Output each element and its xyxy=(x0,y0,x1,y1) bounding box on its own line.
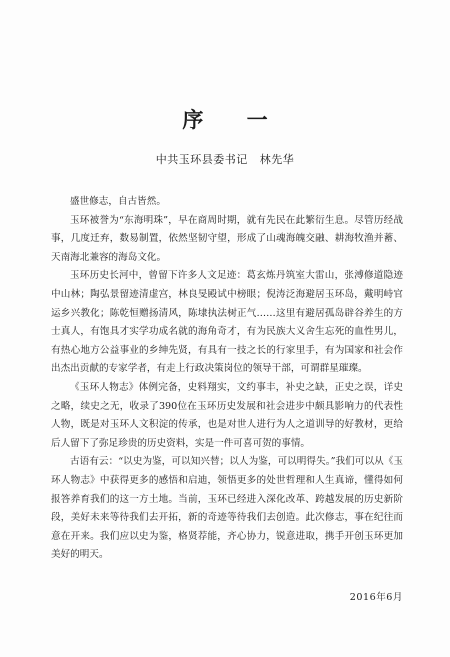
paragraph-book: 《玉环人物志》体例完备，史料翔实，文约事丰，补史之缺，正史之误，详史之略，续史之无，收录了390位在玉环历史发展和社会进步中颇具影响力的代表性人物，既是对玉环人文积淀的传承，也是对世人进行为人之道训导的好教材，更给后人留下了弥足珍贵的历史资料，实是一件可喜可贺的事情。 xyxy=(51,381,403,449)
author-position: 中共玉环县委书记 xyxy=(155,153,248,166)
author-line xyxy=(0,152,450,168)
paragraph-history: 玉环历史长河中，曾留下许多人文足迹：葛玄炼丹筑室大雷山，张溥修道隐迹中山林；陶弘景留迹清虚宫，林良旻殿试中榜眼；倪涛泛海避居玉环岛，戴明峙官运乡兴教化；陈乾恒赠扬清风，陈埭执法树正气……这里有避居孤岛辟谷养生的方士真人，有饱具才实学功成名就的海角奇才，有为民族大义舍生忘死的血性男儿，有热心地方公益事业的乡绅先贤，有具有一技之长的行家里手，有为国家和社会作出杰出贡献的专家学者，有走上行政决策岗位的领导干部，可谓群星璀璨。 xyxy=(51,270,403,375)
body-text xyxy=(51,193,403,565)
paragraph-closing: 古语有云：“以史为鉴，可以知兴替；以人为鉴，可以明得失。”我们可以从《玉环人物志》中获得更多的感悟和启迪，领悟更多的处世哲理和人生真谛，懂得如何报答养育我们的这一方土地。当前，玉环已经进入深化改革、跨越发展的历史新阶段，美好未来等待我们去开拓，新的奇迹等待我们去创造。此次修志，事在纪往而意在开来。我们应以史为鉴，格贤荐能，齐心协力，锐意进取，携手开创玉环更加美好的明天。 xyxy=(51,456,403,561)
page-title: 序 一 xyxy=(182,107,286,132)
paragraph-intro: 玉环被誉为“东海明珠”，早在商周时期，就有先民在此繁衍生息。尽管历经战事，几度迁弃，数易制置，依然坚韧守望，形成了山魂海魄交融、耕海牧渔并蓄、天南海北兼容的海岛文化。 xyxy=(51,214,403,263)
author-name: 林先华 xyxy=(259,153,295,166)
date-line: 2016年6月 xyxy=(349,592,403,603)
paragraph-opening: 盛世修志，自古皆然。 xyxy=(70,196,166,207)
